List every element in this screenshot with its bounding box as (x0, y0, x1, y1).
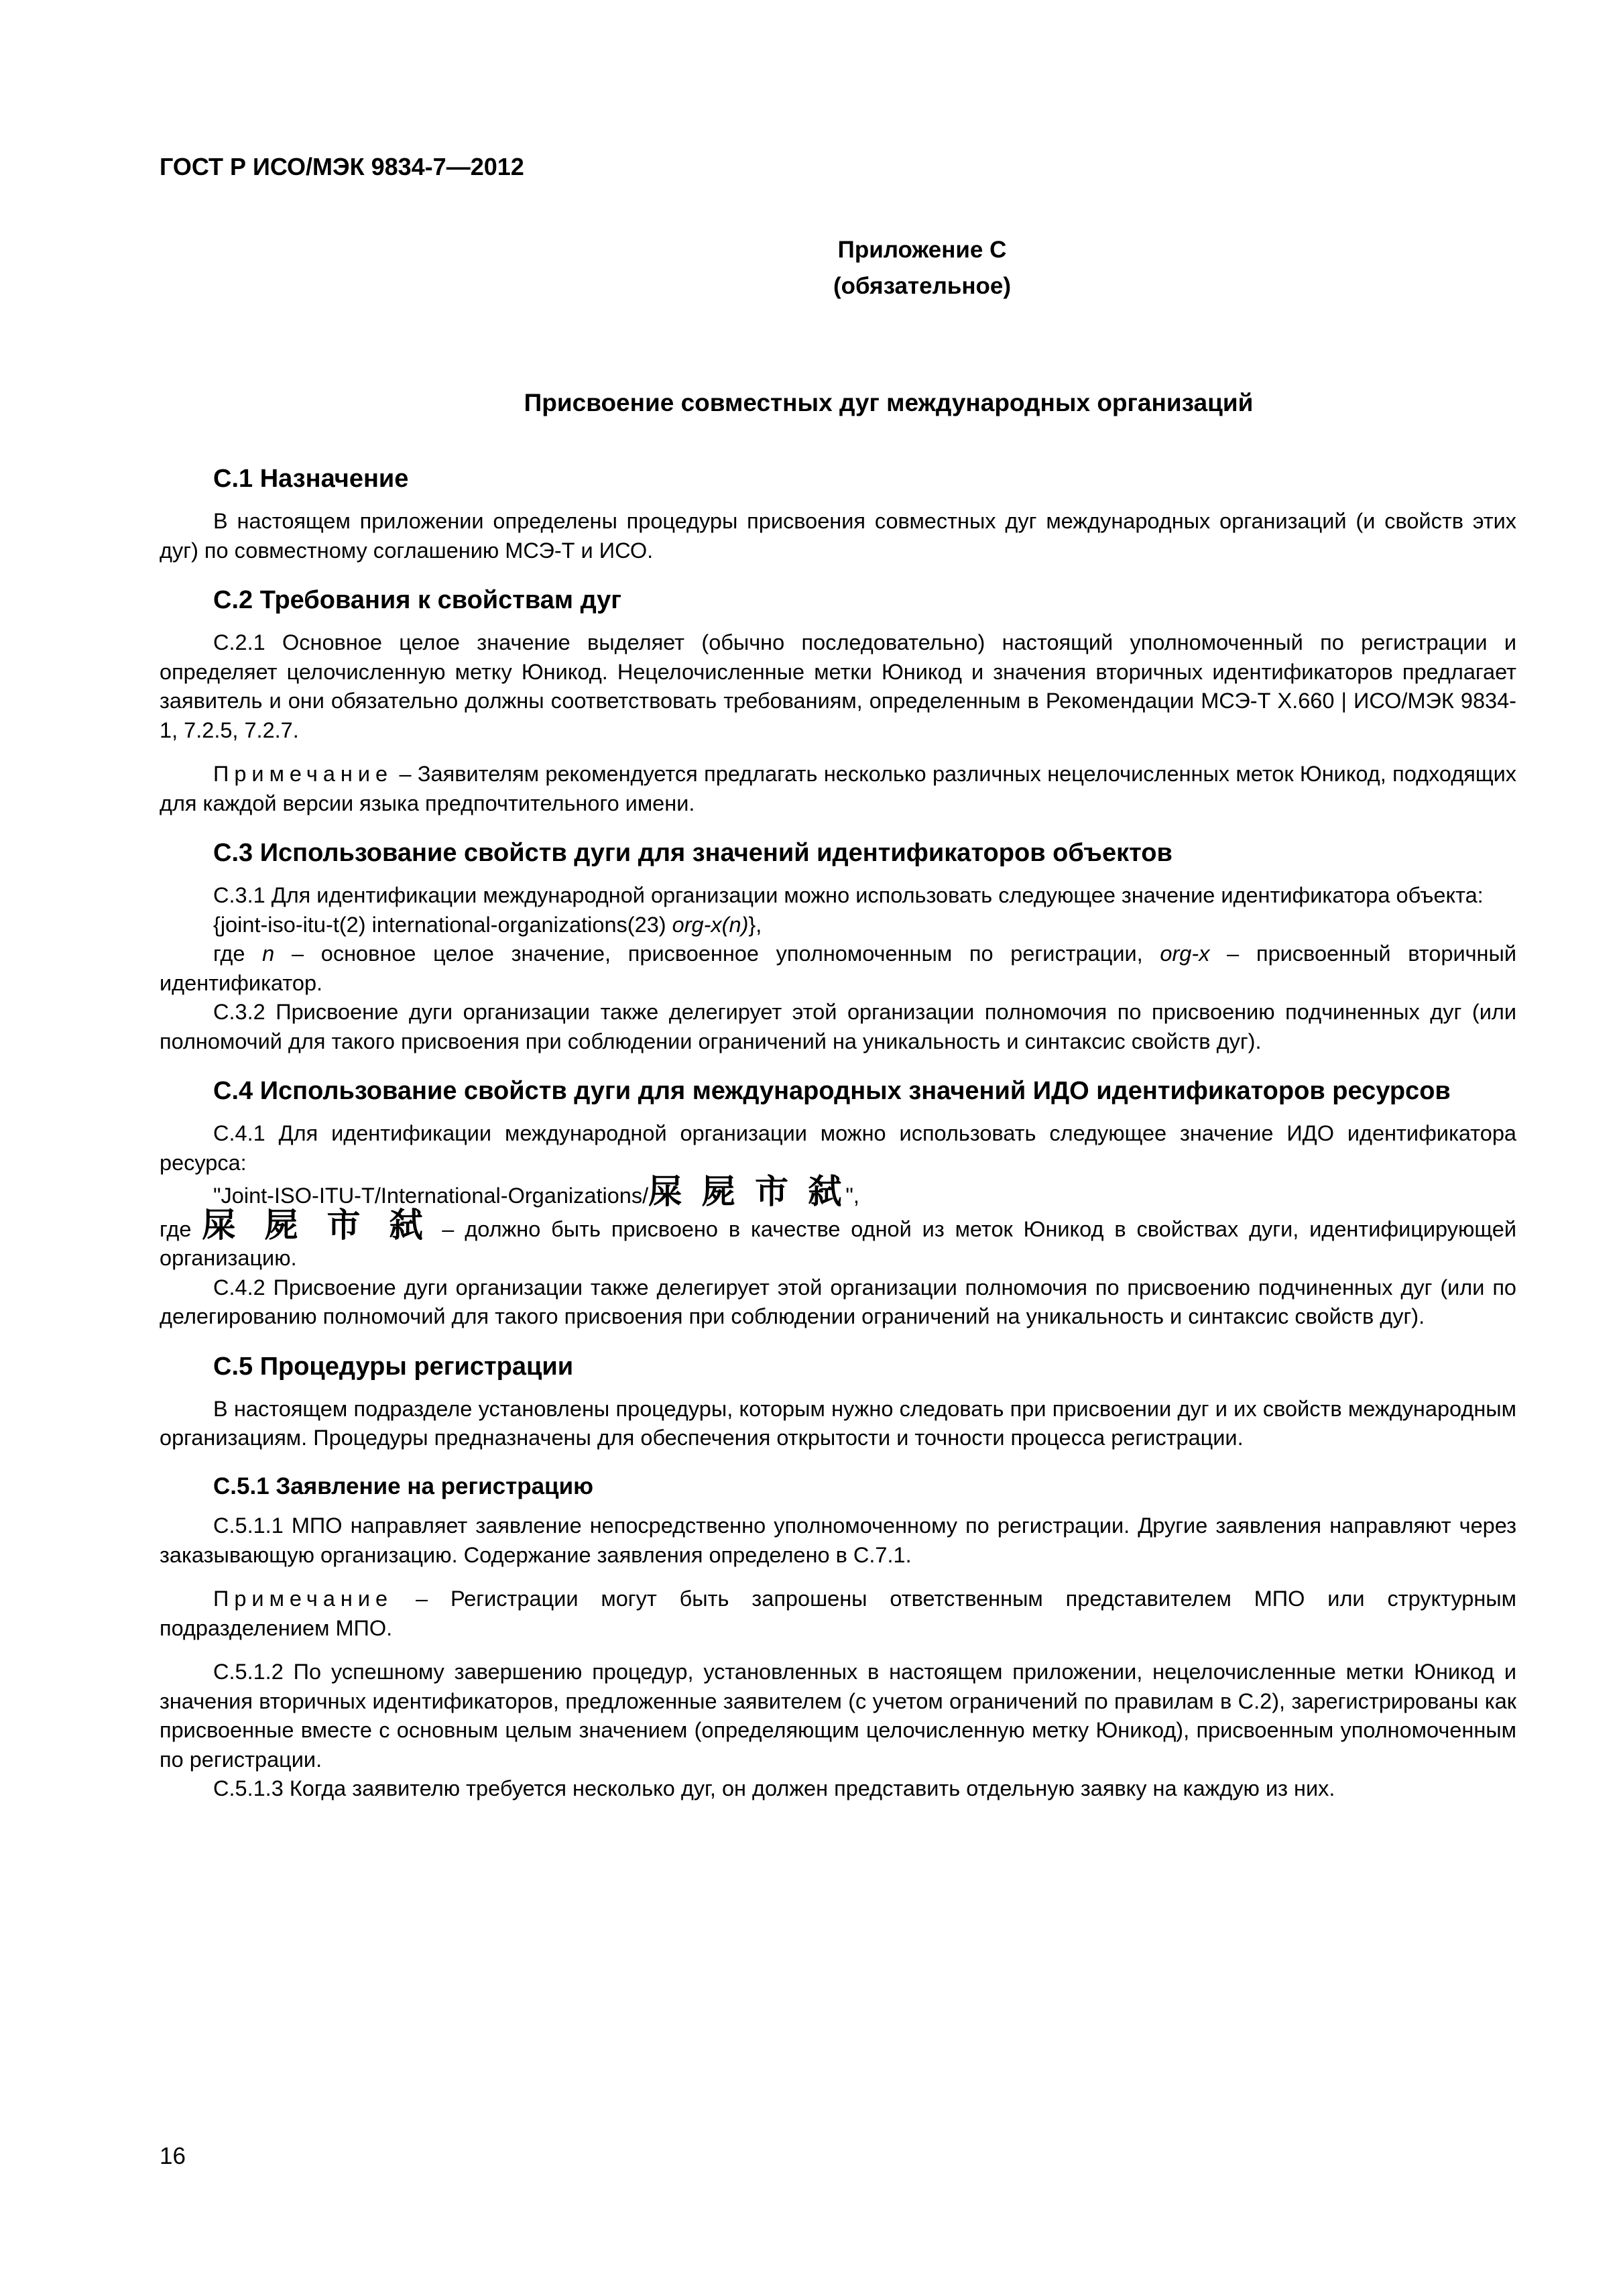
section-c5-paragraph: В настоящем подразделе установлены процедуры, которым нужно следовать при присвоении дуг и их свойств международным организациям. Процедуры предназначены для обеспечения открытости и точности процесса регистрации. (160, 1396, 1516, 1450)
section-c2-paragraph-1: С.2.1 Основное целое значение выделяет (обычно последовательно) настоящий уполномоченный по регистрации и определяет целочисленную метку Юникод. Нецелочисленные метки Юникод и значения вторичных идентификаторов предлагает заявитель и они обязательно должны соответствовать требованиям, определенным в Рекомендации МСЭ-Т Х.660 | ИСО/МЭК 9834-1, 7.2.5, 7.2.7. (160, 630, 1516, 742)
section-c513-paragraph: С.5.1.3 Когда заявителю требуется несколько дуг, он должен представить отдельную заявку на каждую из них. (213, 1776, 1335, 1800)
note-text: – Заявителям рекомендуется предлагать несколько различных нецелочисленных меток Юникод, подходящих для каждой версии языка предпочтительного имени. (160, 762, 1516, 815)
section-c1-heading: C.1 Назначение (213, 465, 409, 493)
section-c3-heading: С.3 Использование свойств дуги для значений идентификаторов объектов (213, 839, 1173, 867)
section-c512-paragraph: С.5.1.2 По успешному завершению процедур, установленных в настоящем приложении, нецелочисленные метки Юникод и значения вторичных идентификаторов, предложенные заявителем (с учетом ограничений по правилам в С.2), зарегистрированы как присвоенные вместе с основным целым значением (определяющим целочисленную метку Юникод), присвоенным уполномоченным по регистрации. (160, 1660, 1516, 1772)
cjk-label: 屎 屍 市 弑 (648, 1172, 846, 1211)
document-code: ГОСТ Р ИСО/МЭК 9834-7—2012 (160, 153, 524, 180)
section-c3-paragraph-2: С.3.2 Присвоение дуги организации также делегирует этой организации полномочия по присвоению подчиненных дуг (или полномочий для такого присвоения при соблюдении ограничений на уникальность и синтаксис свойств дуг). (160, 1000, 1516, 1053)
iri-suffix: ", (845, 1184, 859, 1208)
where-text: – должно быть присвоено в качестве одной из меток Юникод в свойствах дуги, идентифицирующей организацию. (160, 1216, 1516, 1270)
section-c3-paragraph-1: С.3.1 Для идентификации международной организации можно использовать следующее значение идентификатора объекта: (213, 883, 1484, 907)
iri-prefix: "Joint-ISO-ITU-T/International-Organizations/ (213, 1184, 649, 1208)
note-label: Примечание (213, 762, 394, 786)
where-part-2: – основное целое значение, присвоенное уполномоченным по регистрации, (274, 941, 1160, 966)
annex-label: Приложение С (837, 237, 1007, 263)
annex-title: Присвоение совместных дуг международных организаций (524, 389, 1254, 416)
section-c5-heading: С.5 Процедуры регистрации (213, 1352, 574, 1381)
oid-variable: org-x(n) (672, 912, 749, 937)
iri-where-clause (160, 1205, 1516, 1273)
oid-where-clause (160, 939, 1516, 998)
section-c4-heading: С.4 Использование свойств дуги для международных значений ИДО идентификаторов ресурсов (213, 1077, 1451, 1105)
note-label-2: Примечание (213, 1587, 394, 1611)
oid-prefix: {joint-iso-itu-t(2) international-organizations(23) (213, 912, 672, 937)
document-body (160, 463, 1516, 1804)
where-part-1: где (213, 941, 263, 966)
where-part-3: – присвоенный вторичный идентификатор. (160, 941, 1516, 995)
cjk-label-repeat: 屎 屍 市 弑 (202, 1205, 432, 1245)
annex-heading (0, 232, 1623, 304)
annex-status: (обязательное) (833, 273, 1011, 299)
oid-value (160, 911, 1516, 940)
note-text-2: – Регистрации могут быть запрошены ответственным представителем МПО или структурным подразделением МПО. (160, 1587, 1516, 1640)
page-number: 16 (160, 2143, 186, 2169)
where-prefix: где (160, 1216, 202, 1241)
section-c511-paragraph: С.5.1.1 МПО направляет заявление непосредственно уполномоченному по регистрации. Другие заявления направляют через заказывающую организацию. Содержание заявления определено в С.7.1. (160, 1513, 1516, 1567)
where-orgx: org-x (1160, 941, 1210, 966)
section-c2-note (160, 760, 1516, 818)
section-c4-paragraph-2: С.4.2 Присвоение дуги организации также делегирует этой организации полномочия по присвоению подчиненных дуг (или по делегированию полномочий для такого присвоения при соблюдении ограничений на уникальность и синтаксис свойств дуг). (160, 1275, 1516, 1328)
where-n: n (262, 941, 275, 966)
section-c1-paragraph: В настоящем приложении определены процедуры присвоения совместных дуг международных организаций (и свойств этих дуг) по совместному соглашению МСЭ-Т и ИСО. (160, 509, 1516, 563)
section-c2-heading: С.2 Требования к свойствам дуг (213, 586, 622, 614)
section-c51-heading: С.5.1 Заявление на регистрацию (213, 1473, 593, 1499)
section-c4-paragraph-1: С.4.1 Для идентификации международной организации можно использовать следующее значение ИДО идентификатора ресурса: (160, 1121, 1516, 1175)
section-c51-note (160, 1585, 1516, 1643)
oid-suffix: }, (748, 912, 762, 937)
